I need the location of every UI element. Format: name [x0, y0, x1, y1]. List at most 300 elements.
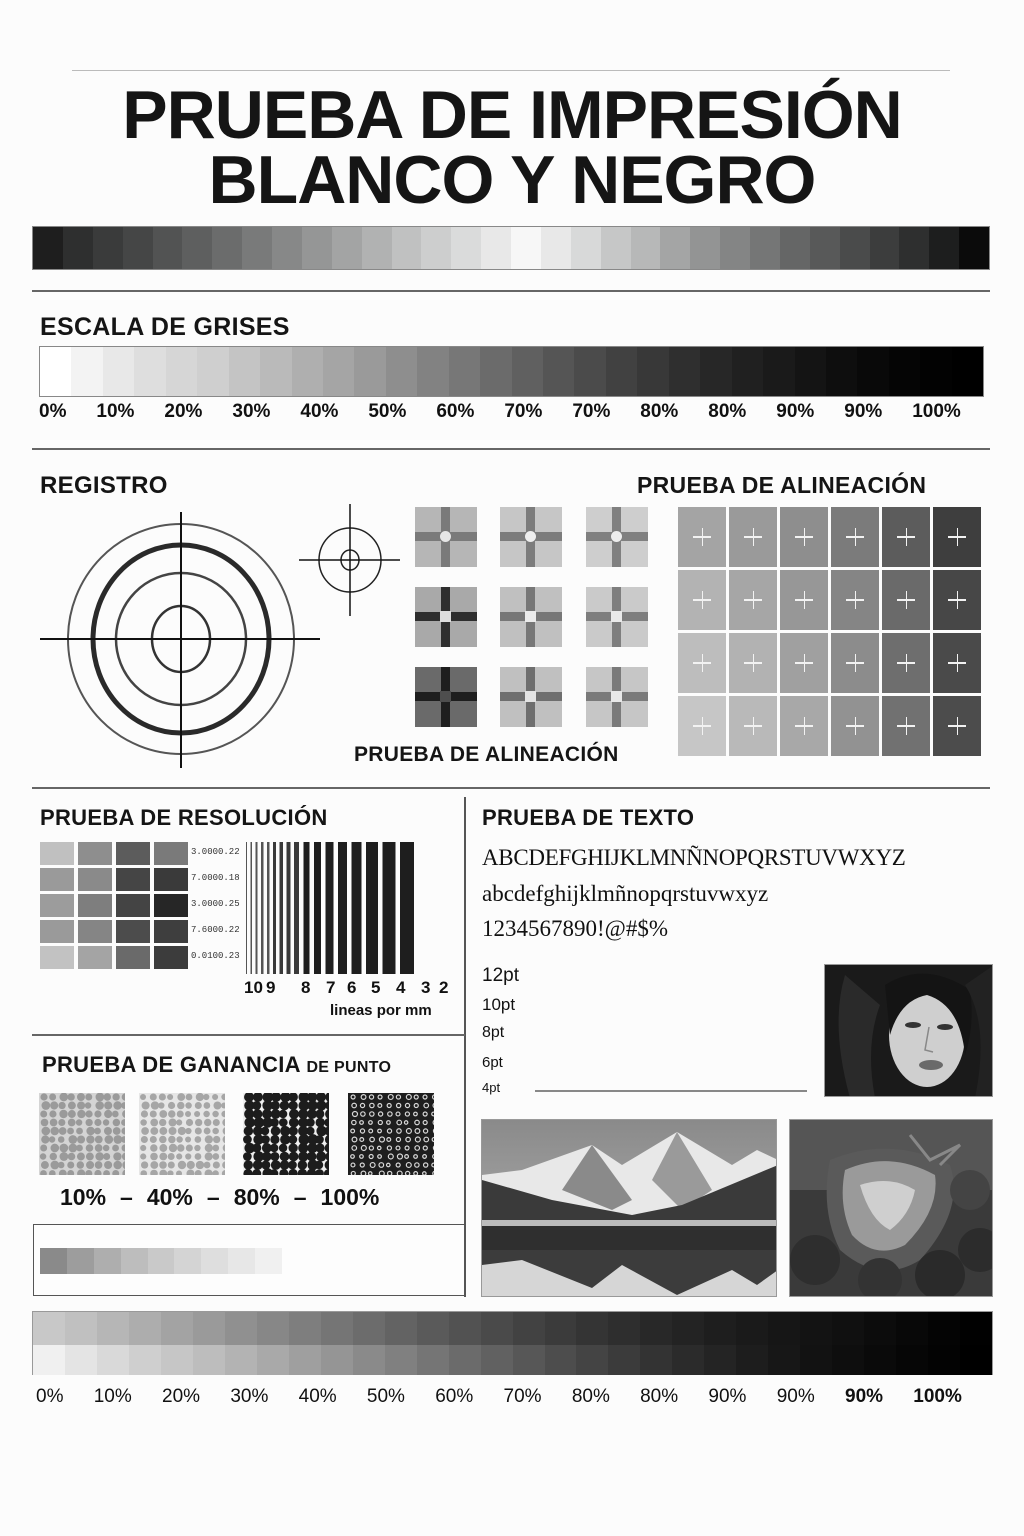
uppercase-sample: ABCDEFGHIJKLMNÑNOPQRSTUVWXYZ — [482, 845, 906, 870]
percent-label: 100% — [913, 1386, 962, 1407]
gray-patch — [660, 227, 690, 269]
percent-label: 20% — [162, 1386, 201, 1407]
halftone-dots-icon — [243, 1093, 329, 1175]
small-crosshair-icon — [298, 503, 402, 617]
line-pair-bars — [244, 842, 450, 974]
divider — [32, 1034, 465, 1036]
alignment-square — [415, 667, 477, 727]
percent-label: 80% — [708, 401, 747, 422]
alignment-grid-cell — [729, 633, 777, 693]
dot-gain-label: – — [120, 1184, 133, 1210]
alignment-square — [500, 507, 562, 567]
digits-sample: 1234567890!@#$% — [482, 916, 668, 941]
mini-gray-strip — [40, 1248, 282, 1274]
bottom-strip-labels — [36, 1386, 962, 1408]
gray-patch — [704, 1312, 736, 1345]
percent-label: 20% — [164, 401, 203, 422]
gray-patch — [768, 1345, 800, 1375]
grayscale-strip — [39, 346, 984, 397]
percent-label: 10% — [93, 1386, 132, 1407]
dot-gain-heading-small: DE PUNTO — [306, 1059, 392, 1076]
dot-gain-swatch — [139, 1093, 225, 1175]
resolution-value: 3.0000.22 — [191, 847, 240, 857]
gray-patch — [870, 227, 900, 269]
alignment-grid-cell — [831, 570, 879, 630]
alignment-center — [525, 531, 536, 542]
resolution-swatch — [116, 842, 150, 865]
divider — [32, 448, 990, 450]
dot-gain-label: – — [206, 1184, 220, 1210]
alignment-grid-cell — [831, 633, 879, 693]
section-heading-grayscale: ESCALA DE GRISES — [40, 313, 290, 341]
gray-patch — [228, 1248, 255, 1274]
gray-patch — [385, 1312, 417, 1345]
percent-label: 0% — [36, 1386, 64, 1407]
gray-patch — [242, 227, 272, 269]
line-bar — [326, 842, 334, 974]
gray-patch — [608, 1312, 640, 1345]
gray-patch — [182, 227, 212, 269]
gray-patch — [513, 1312, 545, 1345]
gray-patch — [795, 347, 826, 396]
percent-label: 90% — [845, 1386, 884, 1407]
gray-patch — [97, 1312, 129, 1345]
gray-patch — [63, 227, 93, 269]
bottom-strip-bottom-row — [33, 1345, 992, 1375]
lines-label: 8 — [301, 978, 311, 997]
percent-label: 90% — [708, 1386, 747, 1407]
gray-patch — [481, 1345, 513, 1375]
gray-patch — [153, 227, 183, 269]
lines-per-mm-labels — [244, 978, 450, 998]
gray-patch — [260, 347, 291, 396]
gray-patch — [640, 1345, 672, 1375]
line-bar — [352, 842, 362, 974]
gray-patch — [161, 1312, 193, 1345]
resolution-swatch — [116, 894, 150, 917]
alignment-grid-cell — [831, 507, 879, 567]
strawberry-icon — [790, 1120, 993, 1297]
alignment-grid-cell — [780, 696, 828, 756]
dot-gain-label: 10% — [60, 1184, 107, 1210]
alignment-grid-cell — [678, 507, 726, 567]
alignment-grid-cell — [933, 696, 981, 756]
alignment-grid-cell — [678, 570, 726, 630]
alignment-square — [415, 587, 477, 647]
gray-patch — [193, 1345, 225, 1375]
resolution-swatch — [116, 920, 150, 943]
gray-patch — [960, 1345, 992, 1375]
resolution-swatch — [78, 842, 112, 865]
gray-patch — [608, 1345, 640, 1375]
gray-patch — [481, 227, 511, 269]
resolution-value: 7.6000.22 — [191, 925, 240, 935]
gray-patch — [354, 347, 385, 396]
line-bar — [304, 842, 310, 974]
gray-patch — [929, 227, 959, 269]
gray-patch — [763, 347, 794, 396]
alignment-grid-cell — [729, 696, 777, 756]
gray-patch — [449, 1312, 481, 1345]
gray-patch — [417, 347, 448, 396]
point-size-sample: 4pt — [482, 1080, 501, 1095]
percent-label: 80% — [571, 1386, 610, 1407]
strawberry-photo — [789, 1119, 993, 1297]
line-bar — [400, 842, 414, 974]
page-title-line-2: BLANCO Y NEGRO — [208, 142, 816, 218]
percent-label: 40% — [300, 401, 339, 422]
gray-patch — [800, 1345, 832, 1375]
gray-patch — [225, 1312, 257, 1345]
gray-patch — [289, 1312, 321, 1345]
line-bar — [314, 842, 321, 974]
percent-label: 30% — [230, 1386, 269, 1407]
resolution-swatch — [154, 946, 188, 969]
gray-patch — [193, 1312, 225, 1345]
gray-patch — [321, 1345, 353, 1375]
gray-patch — [571, 227, 601, 269]
gray-patch — [864, 1312, 896, 1345]
gray-patch — [33, 1312, 65, 1345]
alignment-grid-cell — [882, 633, 930, 693]
gray-patch — [864, 1345, 896, 1375]
dot-gain-label: 40% — [146, 1184, 193, 1210]
percent-label: 90% — [844, 401, 883, 422]
gray-patch — [148, 1248, 175, 1274]
gray-patch — [94, 1248, 121, 1274]
gray-patch — [541, 227, 571, 269]
top-rule — [72, 70, 950, 71]
gray-patch — [129, 1312, 161, 1345]
gray-patch — [928, 1312, 960, 1345]
line-bar — [273, 842, 276, 974]
gray-patch — [840, 227, 870, 269]
resolution-swatch — [154, 868, 188, 891]
line-bar — [251, 842, 253, 974]
line-bar — [287, 842, 291, 974]
gray-patch — [832, 1312, 864, 1345]
percent-label: 60% — [436, 401, 475, 422]
alignment-center — [611, 691, 622, 702]
gray-patch — [174, 1248, 201, 1274]
resolution-swatch — [154, 842, 188, 865]
gray-patch — [952, 347, 983, 396]
registration-target-icon — [38, 510, 322, 772]
gray-patch — [896, 1312, 928, 1345]
section-heading-alignment: PRUEBA DE ALINEACIÓN — [637, 472, 927, 498]
divider — [32, 290, 990, 292]
percent-label: 100% — [912, 401, 961, 422]
gray-patch — [631, 227, 661, 269]
lines-per-mm-unit: lineas por mm — [330, 1002, 432, 1019]
alignment-grid-cell — [882, 570, 930, 630]
percent-label: 80% — [640, 401, 679, 422]
gray-patch — [637, 347, 668, 396]
section-heading-resolution: PRUEBA DE RESOLUCIÓN — [40, 805, 328, 830]
gray-patch — [857, 347, 888, 396]
alignment-grid-cell — [882, 507, 930, 567]
gray-patch — [93, 227, 123, 269]
line-bar — [338, 842, 347, 974]
dot-gain-swatch — [243, 1093, 329, 1175]
gray-patch — [481, 1312, 513, 1345]
alignment-center — [611, 531, 622, 542]
alignment-square — [415, 507, 477, 567]
alignment-grid-cell — [882, 696, 930, 756]
line-bar — [246, 842, 247, 974]
gray-patch — [826, 347, 857, 396]
dot-gain-swatch — [348, 1093, 434, 1175]
gray-patch — [212, 227, 242, 269]
point-size-sample: 10pt — [482, 995, 516, 1014]
gray-patch — [511, 227, 541, 269]
gray-patch — [166, 347, 197, 396]
gray-patch — [332, 227, 362, 269]
gray-patch — [928, 1345, 960, 1375]
resolution-value: 3.0000.25 — [191, 899, 240, 909]
alignment-grid-cell — [933, 507, 981, 567]
alignment-grid-cell — [780, 633, 828, 693]
gray-patch — [480, 347, 511, 396]
gray-patch — [601, 227, 631, 269]
percent-label: 70% — [504, 401, 543, 422]
gray-patch — [121, 1248, 148, 1274]
resolution-swatch — [40, 946, 74, 969]
gray-patch — [960, 1312, 992, 1345]
page-title-line-1: PRUEBA DE IMPRESIÓN — [122, 77, 902, 153]
gray-patch — [736, 1345, 768, 1375]
percent-label: 70% — [572, 401, 611, 422]
alignment-grid-cell — [933, 633, 981, 693]
gray-patch — [302, 227, 332, 269]
resolution-swatch-grid — [40, 842, 188, 969]
gray-patch — [134, 347, 165, 396]
gray-patch — [959, 227, 989, 269]
gray-patch — [67, 1248, 94, 1274]
percent-label: 50% — [366, 1386, 405, 1407]
percent-label: 50% — [368, 401, 407, 422]
resolution-swatch — [154, 920, 188, 943]
gray-patch — [129, 1345, 161, 1375]
resolution-swatch — [78, 894, 112, 917]
gray-patch — [272, 227, 302, 269]
halftone-dots-icon — [139, 1093, 225, 1175]
gray-patch — [417, 1345, 449, 1375]
vertical-divider — [464, 797, 466, 1297]
percent-label: 30% — [232, 401, 271, 422]
gray-patch — [97, 1345, 129, 1375]
percent-label: 0% — [39, 401, 67, 422]
section-heading-text: PRUEBA DE TEXTO — [482, 805, 695, 830]
resolution-swatch — [154, 894, 188, 917]
gray-patch — [65, 1312, 97, 1345]
gray-patch — [513, 1345, 545, 1375]
gray-patch — [574, 347, 605, 396]
alignment-grid-cell — [831, 696, 879, 756]
alignment-grid-cell — [780, 570, 828, 630]
gray-patch — [672, 1345, 704, 1375]
lines-label: 2 — [439, 978, 449, 997]
gray-patch — [800, 1312, 832, 1345]
percent-label: 80% — [640, 1386, 679, 1407]
resolution-swatch — [40, 842, 74, 865]
alignment-square — [586, 507, 648, 567]
gray-patch — [512, 347, 543, 396]
percent-label: 10% — [96, 401, 135, 422]
line-bar — [267, 842, 270, 974]
percent-label: 60% — [435, 1386, 474, 1407]
gray-patch — [543, 347, 574, 396]
gray-patch — [449, 1345, 481, 1375]
gray-patch — [421, 227, 451, 269]
gray-patch — [353, 1312, 385, 1345]
gray-patch — [896, 1345, 928, 1375]
gray-patch — [672, 1312, 704, 1345]
line-bar — [256, 842, 258, 974]
portrait-photo — [824, 964, 993, 1097]
alignment-grid-cell — [729, 570, 777, 630]
top-gray-strip — [32, 226, 990, 270]
alignment-grid-cell — [780, 507, 828, 567]
gray-patch — [810, 227, 840, 269]
dot-gain-heading-main: PRUEBA DE GANANCIA — [42, 1052, 301, 1077]
gray-patch — [33, 1345, 65, 1375]
gray-patch — [385, 1345, 417, 1375]
alignment-center — [525, 611, 536, 622]
portrait-face-icon — [825, 965, 993, 1097]
gray-patch — [323, 347, 354, 396]
alignment-caption: PRUEBA DE ALINEACIÓN — [354, 743, 619, 766]
gray-patch — [606, 347, 637, 396]
gray-patch — [392, 227, 422, 269]
lines-label: 5 — [371, 978, 381, 997]
gray-patch — [720, 227, 750, 269]
alignment-grid-cell — [678, 696, 726, 756]
percent-label: 70% — [503, 1386, 542, 1407]
bottom-gray-strip — [32, 1311, 993, 1375]
point-size-rule — [535, 1090, 807, 1092]
gray-patch — [225, 1345, 257, 1375]
resolution-swatch — [78, 946, 112, 969]
gray-patch — [732, 347, 763, 396]
alignment-center — [440, 531, 451, 542]
lowercase-sample: abcdefghijklmñnopqrstuvwxyz — [482, 881, 769, 906]
section-heading-registration: REGISTRO — [40, 472, 168, 499]
gray-patch — [449, 347, 480, 396]
gray-patch — [255, 1248, 282, 1274]
section-heading-dot-gain — [42, 1052, 391, 1078]
resolution-swatch — [78, 868, 112, 891]
alignment-center — [611, 611, 622, 622]
gray-patch — [257, 1345, 289, 1375]
gray-patch — [640, 1312, 672, 1345]
resolution-swatch — [116, 868, 150, 891]
alignment-center — [440, 611, 451, 622]
dot-gain-swatch — [39, 1093, 125, 1175]
alignment-square — [586, 667, 648, 727]
resolution-swatch — [78, 920, 112, 943]
dot-gain-label: – — [293, 1184, 307, 1210]
lines-label: 6 — [347, 978, 357, 997]
gray-patch — [353, 1345, 385, 1375]
halftone-dots-icon — [348, 1093, 434, 1175]
gray-patch — [669, 347, 700, 396]
point-size-sample: 8pt — [482, 1024, 505, 1041]
alignment-square — [500, 667, 562, 727]
alignment-grid-cell — [729, 507, 777, 567]
divider — [32, 787, 990, 789]
gray-patch — [362, 227, 392, 269]
point-size-sample: 6pt — [482, 1054, 503, 1071]
halftone-dots-icon — [39, 1093, 125, 1175]
gray-patch — [103, 347, 134, 396]
grayscale-labels — [39, 401, 961, 423]
gray-patch — [889, 347, 920, 396]
gray-patch — [690, 227, 720, 269]
gray-patch — [292, 347, 323, 396]
gray-patch — [899, 227, 929, 269]
gray-patch — [257, 1312, 289, 1345]
lines-label: 7 — [326, 978, 336, 997]
lines-label: 4 — [396, 978, 406, 997]
alignment-grid-cell — [933, 570, 981, 630]
gray-patch — [832, 1345, 864, 1375]
line-bar — [261, 842, 264, 974]
gray-patch — [321, 1312, 353, 1345]
gray-patch — [417, 1312, 449, 1345]
gray-patch — [40, 1248, 67, 1274]
gray-patch — [451, 227, 481, 269]
gray-patch — [40, 347, 71, 396]
gray-patch — [700, 347, 731, 396]
gray-patch — [736, 1312, 768, 1345]
dot-gain-labels — [60, 1184, 379, 1211]
lines-label: 9 — [266, 978, 276, 997]
line-bar — [280, 842, 284, 974]
line-bar — [366, 842, 378, 974]
resolution-swatch — [40, 920, 74, 943]
gray-patch — [545, 1345, 577, 1375]
percent-label: 40% — [298, 1386, 337, 1407]
gray-patch — [65, 1345, 97, 1375]
line-bar — [294, 842, 299, 974]
resolution-value: 0.0100.23 — [191, 951, 240, 961]
gray-patch — [123, 227, 153, 269]
resolution-value: 7.0000.18 — [191, 873, 240, 883]
percent-label: 90% — [776, 401, 815, 422]
gray-patch — [71, 347, 102, 396]
lines-label: 10 — [244, 978, 263, 997]
mountain-landscape-icon — [482, 1120, 777, 1297]
resolution-swatch — [40, 894, 74, 917]
gray-patch — [780, 227, 810, 269]
line-bar — [383, 842, 396, 974]
gray-patch — [161, 1345, 193, 1375]
gray-patch — [197, 347, 228, 396]
percent-label: 90% — [776, 1386, 815, 1407]
gray-patch — [920, 347, 951, 396]
mountain-lake-photo — [481, 1119, 777, 1297]
gray-patch — [201, 1248, 228, 1274]
resolution-swatch — [116, 946, 150, 969]
alignment-square — [586, 587, 648, 647]
point-size-sample: 12pt — [482, 965, 519, 986]
alignment-grid-cell — [678, 633, 726, 693]
dot-gain-label: 80% — [233, 1184, 280, 1210]
gray-patch — [576, 1312, 608, 1345]
gray-patch — [386, 347, 417, 396]
alignment-grid — [678, 507, 981, 756]
